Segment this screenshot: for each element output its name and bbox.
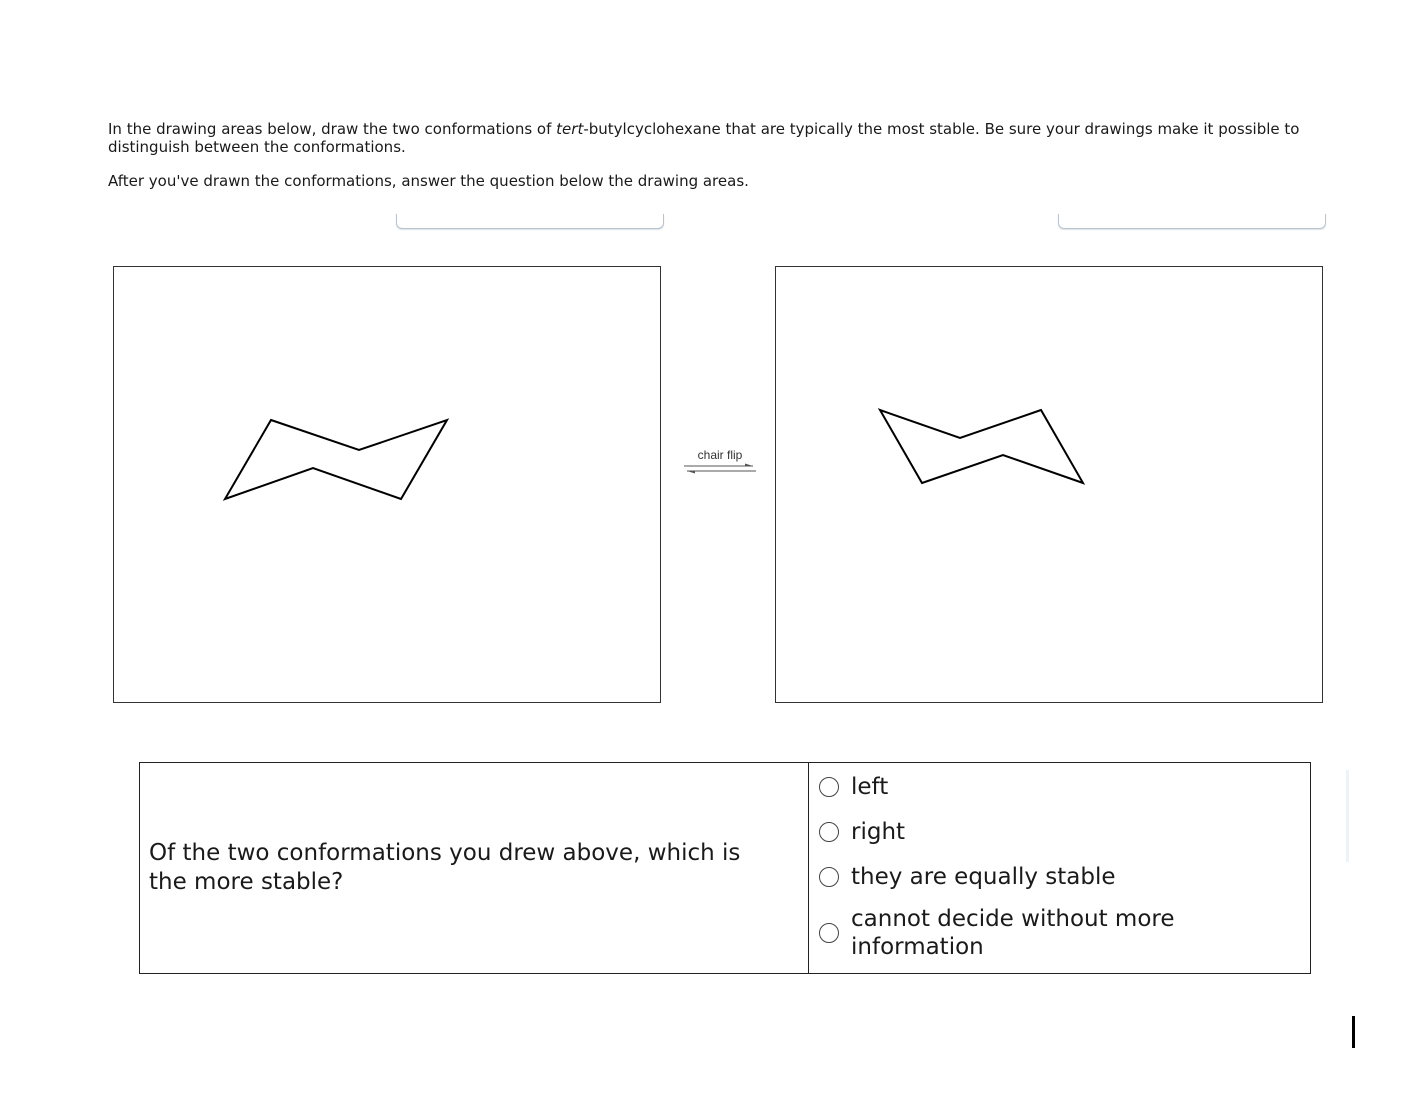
text-cursor (1352, 1016, 1355, 1048)
left-chair-drawing (114, 267, 662, 704)
option-equally-stable[interactable] (819, 863, 1310, 891)
question-table (139, 762, 1311, 974)
left-drawing-area[interactable] (113, 266, 661, 703)
answer-options (809, 763, 1310, 973)
equilibrium-arrows-icon (683, 462, 757, 478)
option-right[interactable] (819, 818, 1310, 846)
option-right-label: right (851, 819, 906, 845)
option-cannot-decide[interactable] (819, 905, 1310, 961)
radio-equally-stable[interactable] (819, 867, 839, 887)
instructions-text-1a: In the drawing areas below, draw the two conformations of (108, 120, 557, 138)
option-equally-stable-label: they are equally stable (851, 864, 1116, 890)
right-toolbar-tab[interactable] (1058, 214, 1326, 229)
instructions-text-italic: tert (556, 120, 584, 138)
right-drawing-area[interactable] (775, 266, 1323, 703)
side-panel-edge (1346, 770, 1349, 862)
instructions-text-1b: -butylcyclohexane that are typically the most stable. Be sure your drawings make it possible to distinguish between the conformations. (108, 120, 1300, 156)
option-cannot-decide-label: cannot decide without more information (851, 906, 1175, 960)
radio-cannot-decide[interactable] (819, 923, 839, 943)
chair-flip-label: chair flip (697, 448, 743, 462)
radio-left[interactable] (819, 777, 839, 797)
right-chair-drawing (776, 267, 1324, 704)
option-left-label: left (851, 774, 889, 800)
radio-right[interactable] (819, 822, 839, 842)
left-toolbar-tab[interactable] (396, 214, 664, 229)
instructions-paragraph-1 (108, 120, 1328, 156)
instructions (108, 120, 1328, 206)
question-prompt: Of the two conformations you drew above, which is the more stable? (140, 763, 809, 973)
option-left[interactable] (819, 773, 1310, 801)
left-chair-ring (225, 420, 447, 499)
right-chair-ring (880, 410, 1083, 483)
instructions-paragraph-2: After you've drawn the conformations, answer the question below the drawing areas. (108, 172, 749, 190)
chair-flip-equilibrium (683, 448, 757, 482)
